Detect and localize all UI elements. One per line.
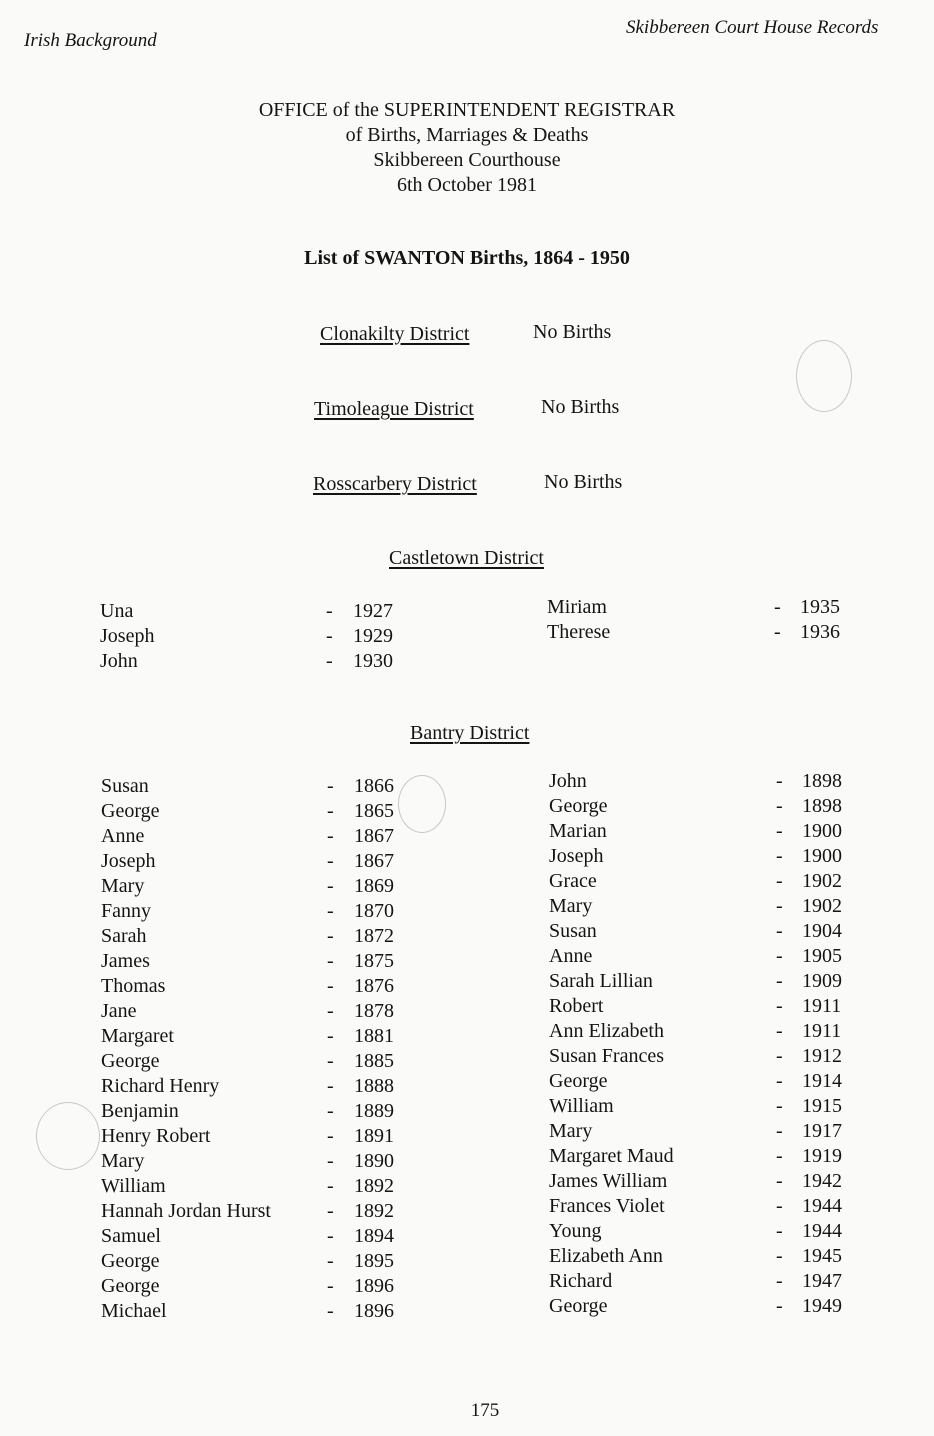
entry-year: 1875 bbox=[354, 950, 394, 972]
entry-name: George bbox=[101, 1050, 160, 1072]
entry-year: 1885 bbox=[354, 1050, 394, 1072]
entry-year: 1888 bbox=[354, 1075, 394, 1097]
entry-year: 1930 bbox=[353, 650, 393, 672]
office-line1: OFFICE of the SUPERINTENDENT REGISTRAR bbox=[258, 99, 676, 121]
entry-year: 1890 bbox=[354, 1150, 394, 1172]
paper-stain bbox=[36, 1102, 100, 1170]
entry-year: 1867 bbox=[354, 850, 394, 872]
entry-year: 1896 bbox=[354, 1300, 394, 1322]
entry-dash: - bbox=[776, 1045, 783, 1067]
entry-name: Susan Frances bbox=[549, 1045, 664, 1067]
entry-name: Michael bbox=[101, 1300, 167, 1322]
entry-dash: - bbox=[327, 1200, 334, 1222]
entry-year: 1878 bbox=[354, 1000, 394, 1022]
entry-year: 1915 bbox=[802, 1095, 842, 1117]
entry-year: 1942 bbox=[802, 1170, 842, 1192]
entry-dash: - bbox=[327, 1050, 334, 1072]
entry-name: Benjamin bbox=[101, 1100, 179, 1122]
entry-name: Therese bbox=[547, 621, 611, 643]
header-left: Irish Background bbox=[24, 30, 157, 51]
entry-dash: - bbox=[327, 925, 334, 947]
entry-year: 1898 bbox=[802, 795, 842, 817]
entry-dash: - bbox=[776, 995, 783, 1017]
office-line3: Skibbereen Courthouse bbox=[373, 149, 561, 171]
entry-name: William bbox=[549, 1095, 614, 1117]
entry-year: 1869 bbox=[354, 875, 394, 897]
entry-dash: - bbox=[776, 1295, 783, 1317]
entry-year: 1872 bbox=[354, 925, 394, 947]
entry-dash: - bbox=[327, 1075, 334, 1097]
entry-year: 1917 bbox=[802, 1120, 842, 1142]
entry-year: 1949 bbox=[802, 1295, 842, 1317]
entry-year: 1936 bbox=[800, 621, 840, 643]
entry-dash: - bbox=[327, 1300, 334, 1322]
entry-dash: - bbox=[774, 596, 781, 618]
entry-dash: - bbox=[776, 895, 783, 917]
entry-name: Mary bbox=[101, 875, 145, 897]
entry-dash: - bbox=[776, 970, 783, 992]
entry-name: George bbox=[101, 1275, 160, 1297]
entry-dash: - bbox=[776, 820, 783, 842]
entry-year: 1935 bbox=[800, 596, 840, 618]
entry-dash: - bbox=[327, 1125, 334, 1147]
entry-name: Young bbox=[549, 1220, 602, 1242]
entry-year: 1894 bbox=[354, 1225, 394, 1247]
header-right: Skibbereen Court House Records bbox=[626, 17, 879, 38]
entry-year: 1867 bbox=[354, 825, 394, 847]
entry-name: Richard Henry bbox=[101, 1075, 220, 1097]
entry-name: Elizabeth Ann bbox=[549, 1245, 663, 1267]
entry-name: Mary bbox=[101, 1150, 145, 1172]
entry-year: 1944 bbox=[802, 1195, 842, 1217]
entry-name: Miriam bbox=[547, 596, 607, 618]
entry-year: 1904 bbox=[802, 920, 842, 942]
entry-name: Susan bbox=[549, 920, 597, 942]
entry-name: Joseph bbox=[100, 625, 155, 647]
entry-year: 1896 bbox=[354, 1275, 394, 1297]
entry-dash: - bbox=[776, 1170, 783, 1192]
entry-name: Joseph bbox=[101, 850, 156, 872]
entry-name: Samuel bbox=[101, 1225, 161, 1247]
entry-name: Margaret Maud bbox=[549, 1145, 674, 1167]
district-castletown: Castletown District bbox=[389, 547, 544, 569]
district-clonakilty: Clonakilty District bbox=[320, 323, 470, 345]
entry-name: Jane bbox=[101, 1000, 137, 1022]
entry-name: Hannah Jordan Hurst bbox=[101, 1200, 271, 1222]
entry-year: 1865 bbox=[354, 800, 394, 822]
entry-year: 1898 bbox=[802, 770, 842, 792]
entry-dash: - bbox=[327, 800, 334, 822]
entry-name: John bbox=[549, 770, 587, 792]
entry-name: Henry Robert bbox=[101, 1125, 211, 1147]
entry-dash: - bbox=[776, 1245, 783, 1267]
entry-dash: - bbox=[327, 775, 334, 797]
entry-name: Susan bbox=[101, 775, 149, 797]
entry-year: 1876 bbox=[354, 975, 394, 997]
entry-dash: - bbox=[327, 1100, 334, 1122]
entry-year: 1914 bbox=[802, 1070, 842, 1092]
entry-name: James bbox=[101, 950, 150, 972]
entry-name: Robert bbox=[549, 995, 604, 1017]
entry-dash: - bbox=[776, 1020, 783, 1042]
entry-year: 1900 bbox=[802, 845, 842, 867]
entry-dash: - bbox=[776, 1070, 783, 1092]
entry-year: 1927 bbox=[353, 600, 393, 622]
entry-dash: - bbox=[327, 1275, 334, 1297]
entry-year: 1945 bbox=[802, 1245, 842, 1267]
list-title: List of SWANTON Births, 1864 - 1950 bbox=[304, 247, 630, 269]
entry-year: 1911 bbox=[802, 995, 842, 1017]
entry-dash: - bbox=[776, 1120, 783, 1142]
entry-name: Joseph bbox=[549, 845, 604, 867]
paper-stain bbox=[796, 340, 852, 412]
entry-dash: - bbox=[776, 1220, 783, 1242]
entry-name: Una bbox=[100, 600, 134, 622]
entry-name: Fanny bbox=[101, 900, 151, 922]
entry-dash: - bbox=[327, 825, 334, 847]
entry-dash: - bbox=[327, 1225, 334, 1247]
entry-dash: - bbox=[776, 920, 783, 942]
entry-name: William bbox=[101, 1175, 166, 1197]
entry-year: 1919 bbox=[802, 1145, 842, 1167]
district-timoleague: Timoleague District bbox=[314, 398, 474, 420]
entry-dash: - bbox=[776, 845, 783, 867]
entry-name: Frances Violet bbox=[549, 1195, 665, 1217]
entry-dash: - bbox=[327, 875, 334, 897]
entry-dash: - bbox=[776, 870, 783, 892]
entry-name: Mary bbox=[549, 895, 593, 917]
page-number: 175 bbox=[470, 1400, 500, 1421]
office-line2: of Births, Marriages & Deaths bbox=[345, 124, 589, 146]
entry-name: Anne bbox=[101, 825, 145, 847]
entry-year: 1909 bbox=[802, 970, 842, 992]
entry-year: 1866 bbox=[354, 775, 394, 797]
entry-dash: - bbox=[326, 625, 333, 647]
entry-dash: - bbox=[327, 1250, 334, 1272]
entry-dash: - bbox=[327, 900, 334, 922]
entry-dash: - bbox=[326, 600, 333, 622]
entry-year: 1905 bbox=[802, 945, 842, 967]
district-bantry: Bantry District bbox=[410, 722, 530, 744]
entry-name: John bbox=[100, 650, 138, 672]
entry-name: Margaret bbox=[101, 1025, 174, 1047]
entry-name: Marian bbox=[549, 820, 607, 842]
status-timoleague: No Births bbox=[541, 396, 620, 418]
entry-year: 1902 bbox=[802, 870, 842, 892]
entry-year: 1900 bbox=[802, 820, 842, 842]
entry-dash: - bbox=[327, 1025, 334, 1047]
entry-name: George bbox=[549, 795, 608, 817]
paper-stain bbox=[398, 775, 446, 833]
entry-name: Mary bbox=[549, 1120, 593, 1142]
entry-year: 1902 bbox=[802, 895, 842, 917]
entry-dash: - bbox=[327, 950, 334, 972]
entry-dash: - bbox=[327, 975, 334, 997]
entry-dash: - bbox=[774, 621, 781, 643]
entry-dash: - bbox=[776, 1195, 783, 1217]
entry-year: 1892 bbox=[354, 1175, 394, 1197]
entry-name: George bbox=[549, 1295, 608, 1317]
entry-name: Ann Elizabeth bbox=[549, 1020, 664, 1042]
entry-year: 1947 bbox=[802, 1270, 842, 1292]
entry-name: James William bbox=[549, 1170, 668, 1192]
entry-dash: - bbox=[776, 770, 783, 792]
entry-year: 1911 bbox=[802, 1020, 842, 1042]
status-rosscarbery: No Births bbox=[544, 471, 623, 493]
office-block bbox=[0, 98, 934, 198]
entry-dash: - bbox=[776, 1145, 783, 1167]
entry-year: 1912 bbox=[802, 1045, 842, 1067]
entry-year: 1889 bbox=[354, 1100, 394, 1122]
entry-year: 1929 bbox=[353, 625, 393, 647]
entry-dash: - bbox=[776, 1095, 783, 1117]
entry-name: Richard bbox=[549, 1270, 613, 1292]
entry-dash: - bbox=[776, 795, 783, 817]
status-clonakilty: No Births bbox=[533, 321, 612, 343]
entry-dash: - bbox=[327, 1000, 334, 1022]
entry-year: 1870 bbox=[354, 900, 394, 922]
entry-name: Thomas bbox=[101, 975, 166, 997]
entry-year: 1892 bbox=[354, 1200, 394, 1222]
entry-name: Sarah Lillian bbox=[549, 970, 653, 992]
district-rosscarbery: Rosscarbery District bbox=[313, 473, 477, 495]
entry-dash: - bbox=[776, 1270, 783, 1292]
entry-dash: - bbox=[327, 850, 334, 872]
entry-year: 1891 bbox=[354, 1125, 394, 1147]
office-line4: 6th October 1981 bbox=[397, 174, 537, 196]
entry-name: George bbox=[549, 1070, 608, 1092]
entry-dash: - bbox=[326, 650, 333, 672]
entry-year: 1944 bbox=[802, 1220, 842, 1242]
entry-dash: - bbox=[327, 1150, 334, 1172]
entry-name: Anne bbox=[549, 945, 593, 967]
entry-name: George bbox=[101, 1250, 160, 1272]
entry-dash: - bbox=[776, 945, 783, 967]
entry-year: 1895 bbox=[354, 1250, 394, 1272]
entry-name: Grace bbox=[549, 870, 597, 892]
entry-name: Sarah bbox=[101, 925, 147, 947]
entry-dash: - bbox=[327, 1175, 334, 1197]
entry-year: 1881 bbox=[354, 1025, 394, 1047]
entry-name: George bbox=[101, 800, 160, 822]
